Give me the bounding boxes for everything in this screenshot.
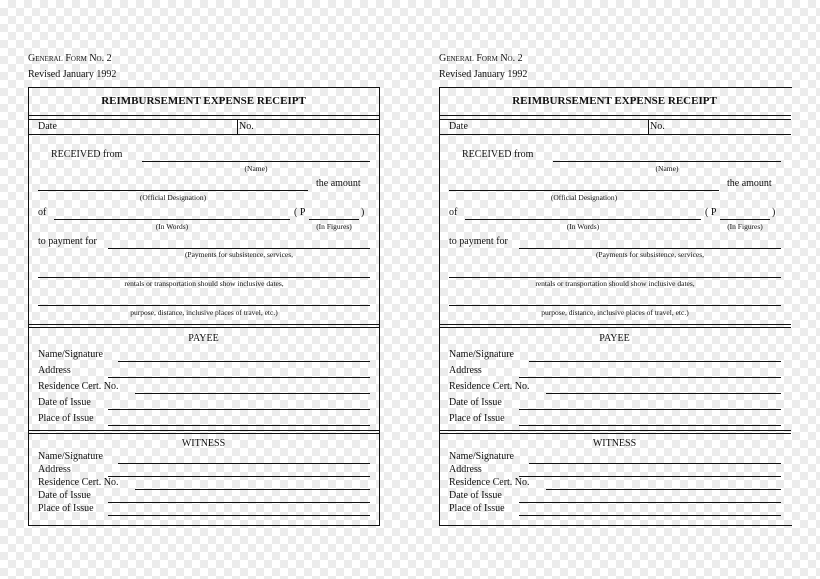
witness-res-cert-label: Residence Cert. No. bbox=[38, 477, 119, 488]
the-amount-label: the amount bbox=[316, 178, 361, 189]
divider bbox=[439, 324, 791, 325]
date-label: Date bbox=[38, 121, 57, 132]
witness-address-label: Address bbox=[38, 464, 71, 475]
no-label: No. bbox=[239, 121, 254, 132]
payee-place-issue-label: Place of Issue bbox=[38, 413, 94, 424]
payee-address-label: Address bbox=[449, 365, 482, 376]
payment-line-1[interactable] bbox=[108, 248, 370, 249]
payment-line-2[interactable] bbox=[38, 277, 370, 278]
witness-date-issue-label: Date of Issue bbox=[449, 490, 502, 501]
payee-address-label: Address bbox=[38, 365, 71, 376]
payee-place-issue-line[interactable] bbox=[108, 425, 370, 426]
witness-place-issue-label: Place of Issue bbox=[449, 503, 505, 514]
in-figures-caption: (In Figures) bbox=[727, 222, 763, 231]
payee-heading: PAYEE bbox=[599, 333, 630, 344]
payment-line-3[interactable] bbox=[38, 305, 370, 306]
amount-in-figures-line[interactable] bbox=[720, 219, 770, 220]
form-number: General Form No. 2 bbox=[439, 53, 523, 64]
witness-name-label: Name/Signature bbox=[38, 451, 103, 462]
payee-name-line[interactable] bbox=[118, 361, 370, 362]
payment-line-1[interactable] bbox=[519, 248, 781, 249]
witness-date-issue-line[interactable] bbox=[519, 502, 781, 503]
name-caption: (Name) bbox=[655, 164, 679, 173]
divider bbox=[439, 134, 791, 135]
witness-place-issue-label: Place of Issue bbox=[38, 503, 94, 514]
revision-date: Revised January 1992 bbox=[28, 69, 117, 80]
payee-res-cert-label: Residence Cert. No. bbox=[38, 381, 119, 392]
witness-heading: WITNESS bbox=[592, 438, 637, 449]
peso-open: ( P bbox=[294, 207, 306, 218]
payee-name-label: Name/Signature bbox=[38, 349, 103, 360]
divider bbox=[28, 433, 379, 434]
witness-address-line[interactable] bbox=[108, 476, 370, 477]
payee-address-line[interactable] bbox=[108, 377, 370, 378]
payee-res-cert-line[interactable] bbox=[546, 393, 781, 394]
divider bbox=[28, 115, 379, 116]
official-designation-line[interactable] bbox=[449, 190, 719, 191]
payee-date-issue-label: Date of Issue bbox=[449, 397, 502, 408]
divider bbox=[28, 327, 379, 328]
witness-date-issue-line[interactable] bbox=[108, 502, 370, 503]
payments-caption-3: purpose, distance, inclusive places of travel, etc.) bbox=[541, 308, 689, 317]
form-number: General Form No. 2 bbox=[28, 53, 112, 64]
payee-res-cert-label: Residence Cert. No. bbox=[449, 381, 530, 392]
amount-in-figures-line[interactable] bbox=[309, 219, 359, 220]
official-designation-line[interactable] bbox=[38, 190, 308, 191]
divider bbox=[439, 433, 791, 434]
payee-heading: PAYEE bbox=[188, 333, 219, 344]
divider bbox=[439, 119, 791, 120]
payee-place-issue-line[interactable] bbox=[519, 425, 781, 426]
in-words-caption: (In Words) bbox=[155, 222, 189, 231]
payee-date-issue-line[interactable] bbox=[108, 409, 370, 410]
payments-caption-2: rentals or transportation should show inclusive dates, bbox=[124, 279, 284, 288]
receipt-title: REIMBURSEMENT EXPENSE RECEIPT bbox=[101, 95, 306, 107]
payments-caption-3: purpose, distance, inclusive places of travel, etc.) bbox=[130, 308, 278, 317]
peso-open: ( P bbox=[705, 207, 717, 218]
amount-in-words-line[interactable] bbox=[465, 219, 701, 220]
payee-place-issue-label: Place of Issue bbox=[449, 413, 505, 424]
received-from-label: RECEIVED from bbox=[51, 149, 123, 160]
payee-res-cert-line[interactable] bbox=[135, 393, 370, 394]
witness-res-cert-label: Residence Cert. No. bbox=[449, 477, 530, 488]
payments-caption-1: (Payments for subsistence, services, bbox=[595, 250, 705, 259]
payee-name-label: Name/Signature bbox=[449, 349, 514, 360]
to-payment-for-label: to payment for bbox=[38, 236, 97, 247]
witness-date-issue-label: Date of Issue bbox=[38, 490, 91, 501]
name-line[interactable] bbox=[142, 161, 370, 162]
payments-caption-1: (Payments for subsistence, services, bbox=[184, 250, 294, 259]
of-label: of bbox=[449, 207, 458, 218]
received-from-label: RECEIVED from bbox=[462, 149, 534, 160]
witness-res-cert-line[interactable] bbox=[546, 489, 781, 490]
peso-close: ) bbox=[772, 207, 776, 218]
official-designation-caption: (Official Designation) bbox=[139, 193, 207, 202]
witness-res-cert-line[interactable] bbox=[135, 489, 370, 490]
witness-place-issue-line[interactable] bbox=[108, 515, 370, 516]
witness-name-label: Name/Signature bbox=[449, 451, 514, 462]
payee-date-issue-line[interactable] bbox=[519, 409, 781, 410]
divider bbox=[237, 119, 238, 134]
divider bbox=[439, 115, 791, 116]
form-copy-right bbox=[439, 0, 791, 579]
witness-address-label: Address bbox=[449, 464, 482, 475]
amount-in-words-line[interactable] bbox=[54, 219, 290, 220]
official-designation-caption: (Official Designation) bbox=[550, 193, 618, 202]
payment-line-3[interactable] bbox=[449, 305, 781, 306]
date-label: Date bbox=[449, 121, 468, 132]
divider bbox=[28, 134, 379, 135]
in-words-caption: (In Words) bbox=[566, 222, 600, 231]
divider bbox=[439, 430, 791, 431]
form-copy-left bbox=[28, 0, 380, 579]
to-payment-for-label: to payment for bbox=[449, 236, 508, 247]
revision-date: Revised January 1992 bbox=[439, 69, 528, 80]
peso-close: ) bbox=[361, 207, 365, 218]
divider bbox=[648, 119, 649, 134]
in-figures-caption: (In Figures) bbox=[316, 222, 352, 231]
divider bbox=[439, 327, 791, 328]
the-amount-label: the amount bbox=[727, 178, 772, 189]
witness-place-issue-line[interactable] bbox=[519, 515, 781, 516]
no-label: No. bbox=[650, 121, 665, 132]
witness-heading: WITNESS bbox=[181, 438, 226, 449]
witness-name-line[interactable] bbox=[118, 463, 370, 464]
witness-name-line[interactable] bbox=[529, 463, 781, 464]
payee-name-line[interactable] bbox=[529, 361, 781, 362]
payment-line-2[interactable] bbox=[449, 277, 781, 278]
payee-address-line[interactable] bbox=[519, 377, 781, 378]
receipt-title: REIMBURSEMENT EXPENSE RECEIPT bbox=[512, 95, 717, 107]
divider bbox=[28, 324, 379, 325]
witness-address-line[interactable] bbox=[519, 476, 781, 477]
name-caption: (Name) bbox=[244, 164, 268, 173]
of-label: of bbox=[38, 207, 47, 218]
payments-caption-2: rentals or transportation should show inclusive dates, bbox=[535, 279, 695, 288]
divider bbox=[28, 430, 379, 431]
payee-date-issue-label: Date of Issue bbox=[38, 397, 91, 408]
divider bbox=[28, 119, 379, 120]
name-line[interactable] bbox=[553, 161, 781, 162]
